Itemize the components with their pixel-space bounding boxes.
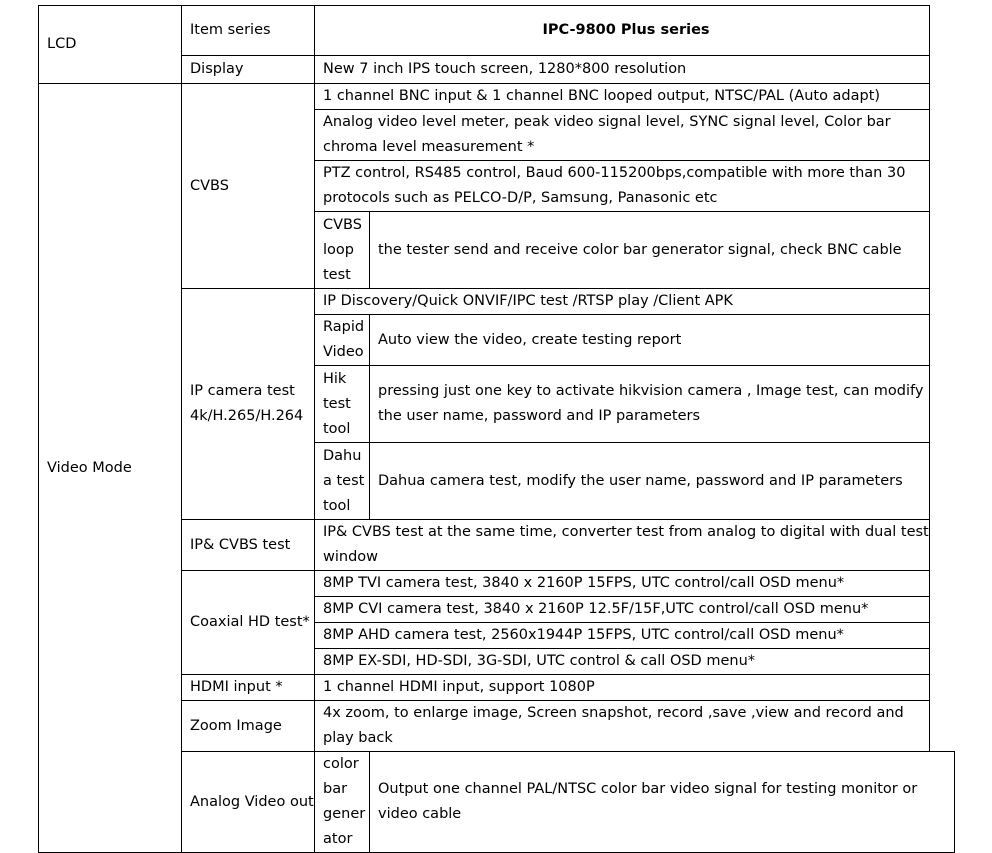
row-value: Analog video level meter, peak video signal level, SYNC signal level, Color bar chroma level measurement * (315, 110, 930, 161)
series-title: IPC-9800 Plus series (315, 6, 930, 56)
spec-table (38, 5, 955, 853)
row-value: pressing just one key to activate hikvision camera , Image test, can modify the user name, password and IP parameters (370, 366, 930, 443)
row-value: Dahua camera test, modify the user name, password and IP parameters (370, 443, 930, 520)
row-value: 8MP AHD camera test, 2560x1944P 15FPS, UTC control/call OSD menu* (315, 623, 930, 649)
row-value: Auto view the video, create testing report (370, 315, 930, 366)
row-value: 8MP CVI camera test, 3840 x 2160P 12.5F/15F,UTC control/call OSD menu* (315, 597, 930, 623)
row-value: 8MP TVI camera test, 3840 x 2160P 15FPS, UTC control/call OSD menu* (315, 571, 930, 597)
row-label: Dahua test tool (315, 443, 370, 520)
row-category: LCD (39, 6, 182, 84)
row-group: HDMI input * (182, 675, 315, 701)
row-value: the tester send and receive color bar generator signal, check BNC cable (370, 212, 930, 289)
row-value: 4x zoom, to enlarge image, Screen snapshot, record ,save ,view and record and play back (315, 701, 930, 752)
row-value: IP& CVBS test at the same time, converter test from analog to digital with dual test window (315, 520, 930, 571)
row-group: color bar generator (315, 752, 370, 853)
row-group: IP camera test 4k/H.265/H.264 (182, 289, 315, 520)
row-category: Video Mode (39, 84, 182, 853)
row-group: Coaxial HD test* (182, 571, 315, 675)
row-label: Hik test tool (315, 366, 370, 443)
row-item: Display (182, 56, 315, 84)
row-value: Output one channel PAL/NTSC color bar video signal for testing monitor or video cable (370, 752, 955, 853)
row-value: PTZ control, RS485 control, Baud 600-115200bps,compatible with more than 30 protocols such as PELCO-D/P, Samsung, Panasonic etc (315, 161, 930, 212)
row-category: Analog Video out (182, 752, 315, 853)
table-row (39, 84, 955, 110)
row-label: CVBS loop test (315, 212, 370, 289)
row-label: Rapid Video (315, 315, 370, 366)
row-value: 1 channel HDMI input, support 1080P (315, 675, 930, 701)
table-row (39, 6, 955, 56)
row-item: Item series (182, 6, 315, 56)
row-value: 8MP EX-SDI, HD-SDI, 3G-SDI, UTC control & call OSD menu* (315, 649, 930, 675)
spec-sheet (38, 5, 955, 853)
row-value: 1 channel BNC input & 1 channel BNC looped output, NTSC/PAL (Auto adapt) (315, 84, 930, 110)
row-group: Zoom Image (182, 701, 315, 752)
row-value: New 7 inch IPS touch screen, 1280*800 resolution (315, 56, 930, 84)
row-value: IP Discovery/Quick ONVIF/IPC test /RTSP play /Client APK (315, 289, 930, 315)
row-group: CVBS (182, 84, 315, 289)
row-group: IP& CVBS test (182, 520, 315, 571)
